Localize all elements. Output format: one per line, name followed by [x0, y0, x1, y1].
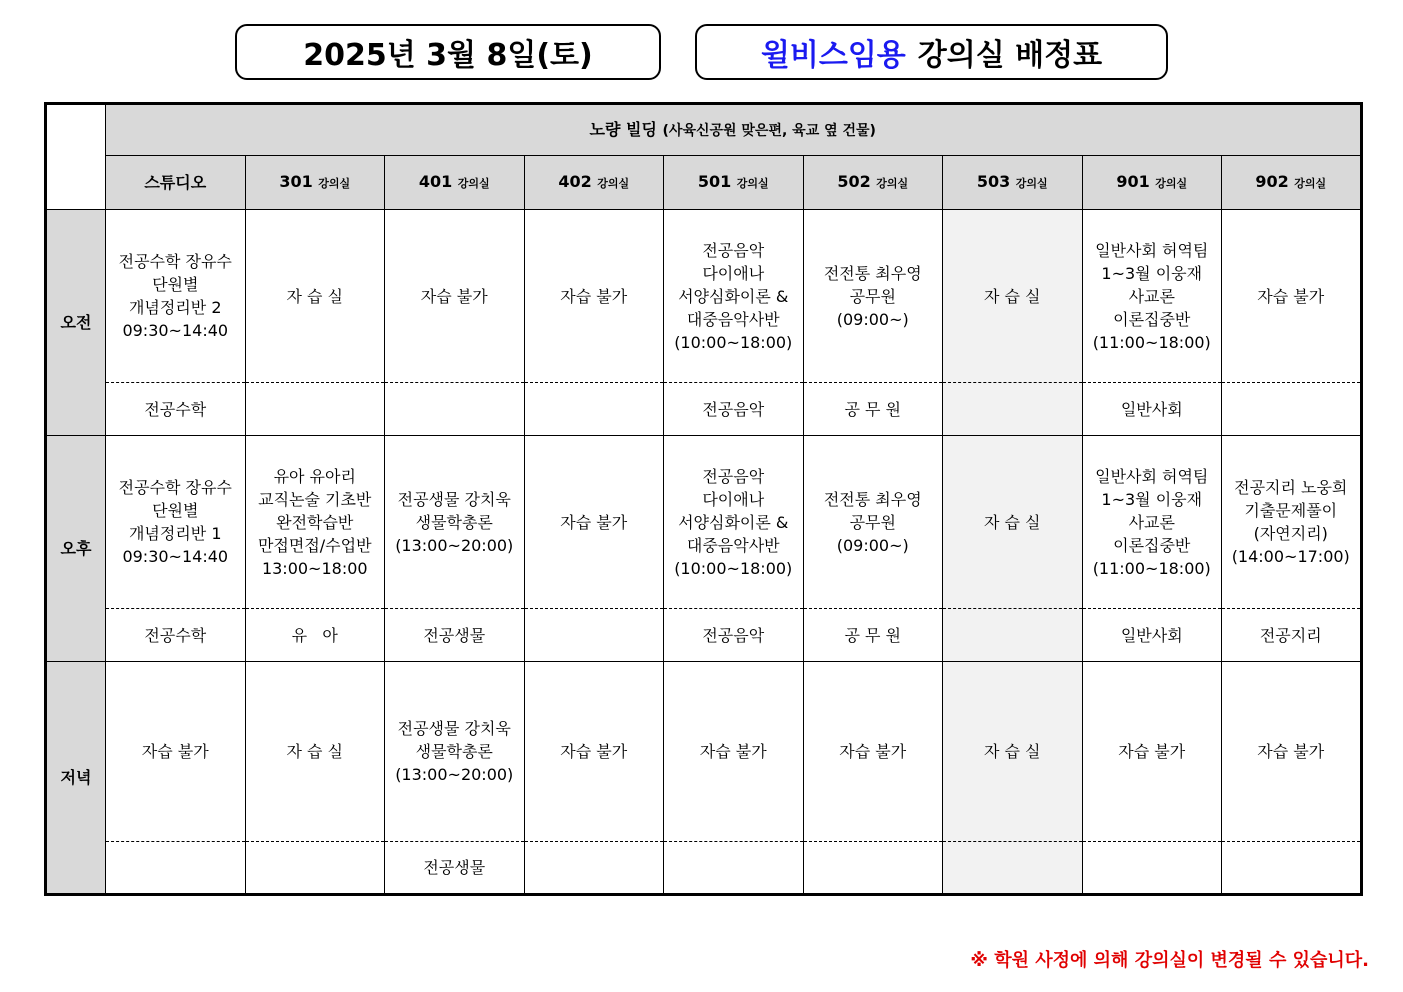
- schedule-date: 2025년 3월 8일(토): [303, 38, 593, 73]
- room-header: [1082, 156, 1222, 210]
- building-note: (사육신공원 맞은편, 육교 옆 건물): [662, 122, 876, 139]
- class-cell-line: 생물학총론: [415, 512, 493, 532]
- class-cell: [1082, 210, 1222, 383]
- class-cell-line: 자 습 실: [286, 742, 344, 761]
- class-cell: [803, 662, 943, 842]
- class-cell-line: 09:30~14:40: [122, 321, 229, 340]
- class-cell-line: 전공지리 노웅희: [1234, 478, 1348, 497]
- class-cell: [1082, 662, 1222, 842]
- schedule-title-box: [695, 24, 1168, 80]
- class-cell-line: 생물학총론: [415, 742, 493, 761]
- room-number: 402: [558, 172, 592, 191]
- class-cell-line: (자연지리): [1253, 524, 1328, 543]
- period-main-row: [46, 662, 1362, 842]
- class-cell: [664, 436, 804, 609]
- class-cell-line: 개념정리반 1: [128, 524, 222, 543]
- class-cell-line: (11:00~18:00): [1092, 558, 1211, 578]
- class-cell-line: 서양심화이론 &: [678, 512, 789, 532]
- class-cell-line: 전공수학 장유수: [118, 478, 232, 497]
- class-cell-line: (09:00~): [836, 309, 909, 329]
- class-cell-line: 다이애나: [702, 489, 765, 509]
- period-label: 오전: [46, 210, 106, 436]
- subject-cell: 전공수학: [106, 383, 246, 436]
- class-cell-line: 전공수학 장유수: [118, 252, 232, 271]
- class-cell-line: 자 습 실: [286, 286, 344, 306]
- period-main-row: [46, 210, 1362, 383]
- class-cell-line: (13:00~20:00): [395, 765, 514, 784]
- class-cell-line: 이론집중반: [1113, 535, 1191, 555]
- period-label: 오후: [46, 436, 106, 662]
- class-cell-line: 대중음악사반: [686, 535, 780, 555]
- class-cell: [245, 436, 385, 609]
- subject-cell: 전공생물: [385, 609, 525, 662]
- footnote: ※ 학원 사정에 의해 강의실이 변경될 수 있습니다.: [970, 950, 1369, 971]
- room-suffix: 강의실: [876, 177, 909, 190]
- class-cell: [1222, 210, 1362, 383]
- class-cell: [803, 210, 943, 383]
- class-cell-line: 09:30~14:40: [122, 547, 229, 566]
- class-cell: [943, 662, 1083, 842]
- room-suffix: 강의실: [1294, 177, 1327, 190]
- class-cell-line: (10:00~18:00): [674, 332, 793, 352]
- class-cell: [106, 210, 246, 383]
- class-cell: [385, 662, 525, 842]
- class-cell: [245, 210, 385, 383]
- room-suffix: 강의실: [457, 177, 490, 190]
- class-cell-line: 서양심화이론 &: [678, 286, 789, 306]
- class-cell: [106, 436, 246, 609]
- class-cell-line: 기출문제풀이: [1244, 501, 1338, 520]
- class-cell: [106, 662, 246, 842]
- class-cell-line: 자습 불가: [699, 742, 767, 761]
- class-cell-line: 전공생물 강치욱: [397, 719, 511, 738]
- room-header: [524, 156, 664, 210]
- class-cell-line: 단원별: [152, 275, 199, 294]
- subject-cell: [524, 609, 664, 662]
- subject-cell: [943, 609, 1083, 662]
- subject-cell: [1222, 842, 1362, 895]
- class-cell-line: 13:00~18:00: [261, 558, 368, 578]
- class-cell-line: (11:00~18:00): [1092, 332, 1211, 352]
- class-cell-line: 자습 불가: [839, 742, 907, 761]
- class-cell-line: 자습 불가: [1257, 742, 1325, 761]
- class-cell-line: 자 습 실: [983, 742, 1041, 761]
- room-header-row: [46, 156, 1362, 210]
- period-subject-row: [46, 609, 1362, 662]
- class-cell: [385, 210, 525, 383]
- subject-cell: [1082, 842, 1222, 895]
- brand-name: 윌비스임용: [760, 38, 906, 73]
- class-cell-line: 유아 유아리: [273, 466, 356, 486]
- class-cell: [1222, 436, 1362, 609]
- room-header: [1222, 156, 1362, 210]
- schedule-title: 강의실 배정표: [917, 38, 1103, 73]
- class-cell-line: 1~3월 이웅재: [1101, 263, 1203, 283]
- class-cell: [245, 662, 385, 842]
- building-name: 노량 빌딩: [589, 119, 657, 139]
- room-suffix: 강의실: [1155, 177, 1188, 190]
- class-cell-line: 대중음악사반: [686, 309, 780, 329]
- class-cell-line: 자 습 실: [983, 286, 1041, 306]
- subject-cell: [803, 842, 943, 895]
- classroom-schedule-table: [44, 102, 1363, 896]
- class-cell-line: 1~3월 이웅재: [1101, 489, 1203, 509]
- subject-cell: [943, 383, 1083, 436]
- class-cell-line: 만접면접/수업반: [257, 535, 372, 555]
- class-cell-line: 자습 불가: [141, 742, 209, 761]
- subject-cell: 전공생물: [385, 842, 525, 895]
- room-suffix: 강의실: [1015, 177, 1048, 190]
- class-cell-line: 사교론: [1128, 286, 1175, 306]
- class-cell-line: 이론집중반: [1113, 309, 1191, 329]
- class-cell: [524, 436, 664, 609]
- class-cell-line: 일반사회 허역팀: [1095, 240, 1209, 260]
- subject-cell: 전공음악: [664, 383, 804, 436]
- class-cell-line: 전공음악: [702, 466, 765, 486]
- class-cell-line: (14:00~17:00): [1231, 547, 1350, 566]
- class-cell-line: 전공음악: [702, 240, 765, 260]
- class-cell-line: 단원별: [152, 501, 199, 520]
- subject-cell: [245, 842, 385, 895]
- class-cell-line: 일반사회 허역팀: [1095, 466, 1209, 486]
- subject-cell: [664, 842, 804, 895]
- class-cell: [803, 436, 943, 609]
- subject-cell: 전공음악: [664, 609, 804, 662]
- room-suffix: 강의실: [597, 177, 630, 190]
- table-corner: [46, 104, 106, 210]
- subject-cell: [245, 383, 385, 436]
- room-suffix: 강의실: [736, 177, 769, 190]
- class-cell-line: 자습 불가: [1257, 286, 1325, 306]
- class-cell-line: 전전통 최우영: [823, 489, 922, 509]
- class-cell-line: 공무원: [849, 512, 896, 532]
- class-cell-line: 자 습 실: [983, 512, 1041, 532]
- class-cell-line: 자습 불가: [560, 286, 628, 306]
- room-header: [943, 156, 1083, 210]
- class-cell-line: 자습 불가: [560, 512, 628, 532]
- period-subject-row: [46, 383, 1362, 436]
- room-header: [664, 156, 804, 210]
- subject-cell: 전공지리: [1222, 609, 1362, 662]
- subject-cell: [524, 383, 664, 436]
- room-number: 501: [697, 172, 732, 191]
- class-cell: [524, 662, 664, 842]
- class-cell: [1082, 436, 1222, 609]
- class-cell-line: (09:00~): [836, 535, 909, 555]
- class-cell-line: 전전통 최우영: [823, 263, 922, 283]
- room-number: 503: [976, 172, 1011, 191]
- class-cell: [664, 210, 804, 383]
- subject-cell: [1222, 383, 1362, 436]
- period-subject-row: [46, 842, 1362, 895]
- room-number: 502: [837, 172, 871, 191]
- subject-cell: 공 무 원: [803, 383, 943, 436]
- class-cell-line: 완전학습반: [276, 512, 354, 532]
- class-cell: [524, 210, 664, 383]
- class-cell: [943, 436, 1083, 609]
- room-number: 301: [279, 172, 313, 191]
- class-cell-line: 사교론: [1128, 512, 1175, 532]
- class-cell-line: (10:00~18:00): [674, 558, 793, 578]
- subject-cell: 공 무 원: [803, 609, 943, 662]
- class-cell-line: 다이애나: [702, 263, 765, 283]
- room-header: [803, 156, 943, 210]
- period-main-row: [46, 436, 1362, 609]
- class-cell: [943, 210, 1083, 383]
- subject-cell: 전공수학: [106, 609, 246, 662]
- subject-cell: 일반사회: [1082, 609, 1222, 662]
- class-cell-line: 자습 불가: [1118, 742, 1186, 761]
- subject-cell: [385, 383, 525, 436]
- class-cell: [1222, 662, 1362, 842]
- subject-cell: 일반사회: [1082, 383, 1222, 436]
- room-number: 901: [1116, 172, 1150, 191]
- room-header: [245, 156, 385, 210]
- subject-cell: 유 아: [245, 609, 385, 662]
- room-header: [385, 156, 525, 210]
- class-cell-line: 공무원: [849, 286, 896, 306]
- room-number: 스튜디오: [144, 173, 207, 192]
- date-title-box: [235, 24, 661, 80]
- period-label: 저녁: [46, 662, 106, 895]
- class-cell-line: 자습 불가: [420, 286, 488, 306]
- subject-cell: [106, 842, 246, 895]
- class-cell: [385, 436, 525, 609]
- subject-cell: [943, 842, 1083, 895]
- room-suffix: 강의실: [318, 177, 351, 190]
- class-cell-line: 개념정리반 2: [128, 298, 222, 317]
- class-cell-line: (13:00~20:00): [395, 535, 514, 555]
- class-cell-line: 교직논술 기초반: [258, 489, 372, 509]
- class-cell: [664, 662, 804, 842]
- class-cell-line: 자습 불가: [560, 742, 628, 761]
- building-header: [106, 104, 1362, 156]
- class-cell-line: 전공생물 강치욱: [397, 489, 511, 509]
- subject-cell: [524, 842, 664, 895]
- room-number: 401: [418, 172, 453, 191]
- room-number: 902: [1255, 172, 1289, 191]
- room-header: [106, 156, 246, 210]
